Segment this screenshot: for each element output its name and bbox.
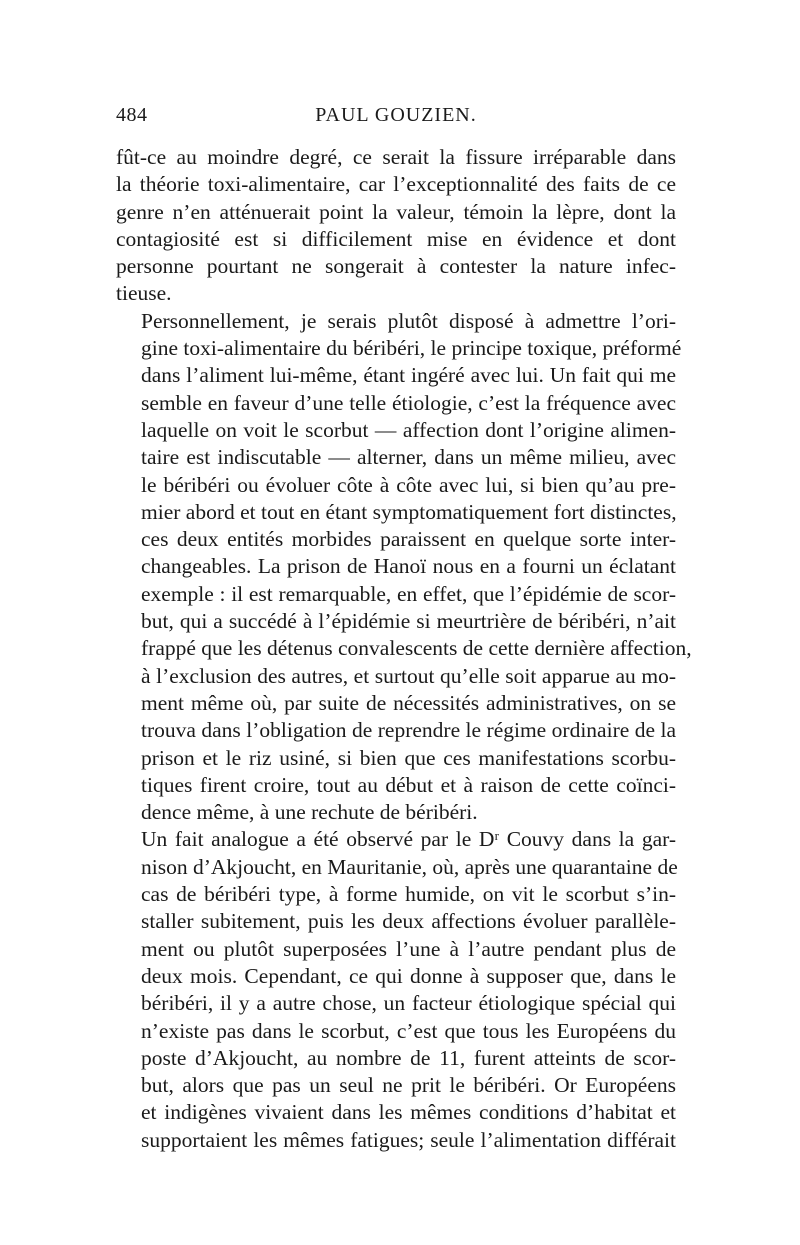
text-line: frappé que les détenus convalescents de cette dernière affection, (141, 636, 692, 661)
text-line: le béribéri ou évoluer côte à côte avec lui, si bien qu’au pre- (141, 472, 676, 497)
text-line: personne pourtant ne songerait à contester la nature infec- (116, 254, 676, 279)
text-line: trouva dans l’obligation de reprendre le régime ordinaire de la (141, 718, 676, 743)
page-header (116, 104, 676, 134)
text-line: laquelle on voit le scorbut — affection dont l’origine alimen- (141, 417, 676, 442)
text-line: n’existe pas dans le scorbut, c’est que tous les Européens du (141, 1018, 676, 1043)
paragraph (116, 826, 676, 1154)
text-line: but, qui a succédé à l’épidémie si meurtrière de béribéri, n’ait (141, 609, 676, 634)
text-line: deux mois. Cependant, ce qui donne à supposer que, dans le (141, 963, 676, 988)
text-line: gine toxi-alimentaire du béribéri, le principe toxique, préformé (141, 336, 682, 361)
text-line: dence même, à une rechute de béribéri. (141, 800, 478, 825)
text-line: la théorie toxi-alimentaire, car l’exceptionnalité des faits de ce (116, 172, 676, 197)
text-line: tiques firent croire, tout au début et à raison de cette coïnci- (141, 772, 676, 797)
text-line: ment ou plutôt superposées l’une à l’autre pendant plus de (141, 936, 676, 961)
text-line: cas de béribéri type, à forme humide, on vit le scorbut s’in- (141, 882, 676, 907)
text-line: dans l’aliment lui-même, étant ingéré avec lui. Un fait qui me (141, 363, 676, 388)
body-text (116, 144, 692, 1154)
text-line: poste d’Akjoucht, au nombre de 11, furent atteints de scor- (141, 1045, 676, 1070)
text-line: et indigènes vivaient dans les mêmes conditions d’habitat et (141, 1100, 676, 1125)
text-line: Personnellement, je serais plutôt disposé à admettre l’ori- (141, 308, 676, 333)
text-line: staller subitement, puis les deux affections évoluer parallèle- (141, 909, 676, 934)
text-line: Un fait analogue a été observé par le Dʳ Couvy dans la gar- (141, 827, 676, 852)
text-line: à l’exclusion des autres, et surtout qu’elle soit apparue au mo- (141, 663, 676, 688)
text-line: mier abord et tout en étant symptomatiquement fort distinctes, (141, 499, 677, 524)
text-line: supportaient les mêmes fatigues; seule l’alimentation différait (141, 1127, 676, 1152)
text-line: prison et le riz usiné, si bien que ces manifestations scorbu- (141, 745, 676, 770)
text-line: ces deux entités morbides paraissent en quelque sorte inter- (141, 527, 676, 552)
text-line: taire est indiscutable — alterner, dans un même milieu, avec (141, 445, 676, 470)
text-line: semble en faveur d’une telle étiologie, c’est la fréquence avec (141, 390, 676, 415)
paragraph (116, 308, 692, 827)
text-line: exemple : il est remarquable, en effet, que l’épidémie de scor- (141, 581, 676, 606)
page-number: 484 (116, 104, 148, 126)
paragraph (116, 144, 676, 308)
text-line: fût-ce au moindre degré, ce serait la fissure irréparable dans (116, 145, 676, 169)
text-line: but, alors que pas un seul ne prit le béribéri. Or Européens (141, 1073, 676, 1098)
text-line: ment même où, par suite de nécessités administratives, on se (141, 690, 676, 715)
text-line: contagiosité est si difficilement mise en évidence et dont (116, 226, 676, 251)
text-line: changeables. La prison de Hanoï nous en a fourni un éclatant (141, 554, 676, 579)
book-page (116, 104, 692, 1154)
text-line: genre n’en atténuerait point la valeur, témoin la lèpre, dont la (116, 199, 676, 224)
text-line: béribéri, il y a autre chose, un facteur étiologique spécial qui (141, 991, 676, 1016)
text-line: nison d’Akjoucht, en Mauritanie, où, après une quarantaine de (141, 854, 678, 879)
text-line: tieuse. (116, 281, 172, 306)
running-head: PAUL GOUZIEN. (315, 104, 477, 126)
